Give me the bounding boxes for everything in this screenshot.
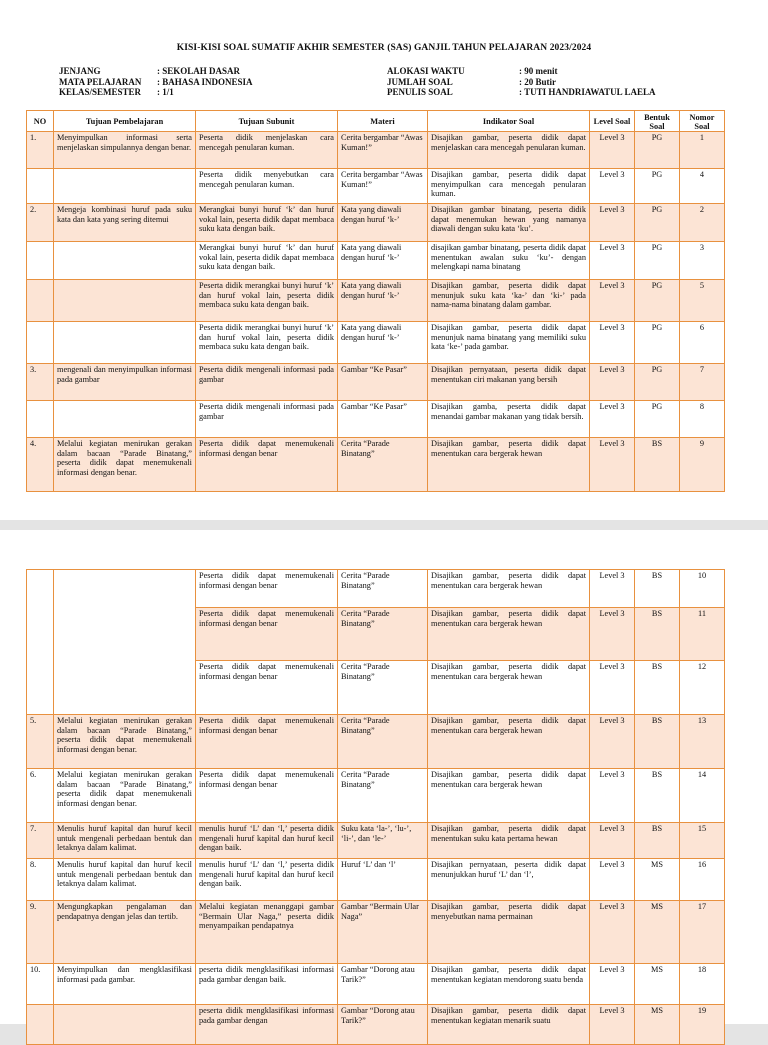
cell-bentuk-soal: BS [635,661,680,715]
cell-bentuk-soal: PG [635,322,680,364]
cell-no: 2. [27,204,54,242]
cell-bentuk-soal: PG [635,401,680,438]
page-1 [0,0,768,520]
cell-materi: Kata yang diawali dengan huruf ‘k-’ [338,280,428,322]
cell-tujuan-subunit: Merangkai bunyi huruf ‘k’ dan huruf vokal lain, peserta didik dapat membaca suku kata dengan baik. [196,242,338,280]
table-row [27,901,725,964]
info-label: KELAS/SEMESTER [59,87,142,97]
cell-tujuan-subunit: peserta didik mengklasifikasi informasi pada gambar dengan [196,1005,338,1045]
info-label: MATA PELAJARAN [59,76,142,87]
table-row [27,364,725,401]
info-row [387,87,655,98]
cell-indikator-soal: disajikan gambar binatang, peserta didik dapat menentukan awalan suku ‘ku’- dengan melengkapi nama binatang [428,242,590,280]
cell-level-soal: Level 3 [590,280,635,322]
cell-bentuk-soal: BS [635,608,680,661]
cell-no: 3. [27,364,54,401]
cell-tujuan-subunit: Melalui kegiatan menanggapi gambar “Bermain Ular Naga,” peserta didik menyampaikan pendapatnya [196,901,338,964]
cell-bentuk-soal: MS [635,859,680,901]
cell-materi: Gambar “Ke Pasar” [338,364,428,401]
cell-nomor-soal: 15 [680,823,725,859]
cell-level-soal: Level 3 [590,364,635,401]
cell-level-soal: Level 3 [590,438,635,492]
cell-tujuan-pembelajaran: Menulis huruf kapital dan huruf kecil untuk mengenali perbedaan bentuk dan letaknya dalam kalimat. [54,823,196,859]
cell-indikator-soal: Disajikan gambar, peserta didik dapat menentukan cara bergerak hewan [428,715,590,769]
cell-tujuan-subunit: Peserta didik menyebutkan cara mencegah penularan kuman. [196,169,338,204]
cell-bentuk-soal: PG [635,132,680,169]
info-value: : 90 menit [519,66,558,76]
column-header: Indikator Soal [428,111,590,132]
cell-nomor-soal: 10 [680,570,725,608]
cell-nomor-soal: 4 [680,169,725,204]
column-header: Bentuk Soal [635,111,680,132]
cell-no: 6. [27,769,54,823]
cell-level-soal: Level 3 [590,204,635,242]
cell-materi: Kata yang diawali dengan huruf ‘k-’ [338,204,428,242]
cell-bentuk-soal: PG [635,242,680,280]
cell-no: 8. [27,859,54,901]
cell-tujuan-pembelajaran: Menyimpulkan informasi serta menjelaskan simpulannya dengan benar. [54,132,196,169]
cell-bentuk-soal: BS [635,715,680,769]
cell-nomor-soal: 16 [680,859,725,901]
info-value: : SEKOLAH DASAR [157,66,241,76]
table-row [27,322,725,364]
cell-nomor-soal: 14 [680,769,725,823]
cell-tujuan-subunit: Merangkai bunyi huruf ‘k’ dan huruf vokal lain, peserta didik dapat membaca suku kata dengan baik. [196,204,338,242]
cell-indikator-soal: Disajikan gamba, peserta didik dapat menandai gambar makanan yang tidak bersih. [428,401,590,438]
cell-nomor-soal: 17 [680,901,725,964]
cell-nomor-soal: 3 [680,242,725,280]
info-row [387,77,655,88]
cell-materi: Cerita “Parade Binatang” [338,769,428,823]
cell-nomor-soal: 5 [680,280,725,322]
cell-level-soal: Level 3 [590,242,635,280]
cell-tujuan-subunit: Peserta didik dapat menemukenali informasi dengan benar [196,715,338,769]
cell-indikator-soal: Disajikan gambar, peserta didik dapat menentukan cara bergerak hewan [428,769,590,823]
cell-indikator-soal: Disajikan gambar, peserta didik dapat menjelaskan cara mencegah penularan kuman. [428,132,590,169]
cell-materi: Cerita bergambar “Awas Kuman!” [338,169,428,204]
cell-no [27,570,54,608]
column-header: Materi [338,111,428,132]
column-header: NO [27,111,54,132]
info-value: : 1/1 [157,87,174,97]
table-row [27,132,725,169]
info-row [59,66,253,77]
cell-materi: Cerita “Parade Binatang” [338,661,428,715]
cell-level-soal: Level 3 [590,570,635,608]
info-label: JUMLAH SOAL [387,76,453,87]
cell-tujuan-subunit: menulis huruf ‘L’ dan ‘l,’ peserta didik mengenali huruf kapital dan huruf kecil dengan baik. [196,859,338,901]
cell-bentuk-soal: MS [635,1005,680,1045]
cell-indikator-soal: Disajikan gambar, peserta didik dapat menunjuk suku kata ‘ka-’ dan ‘ki-’ pada nama-nama binatang dalam gambar. [428,280,590,322]
cell-tujuan-subunit: Peserta didik mengenali informasi pada gambar [196,364,338,401]
cell-indikator-soal: Disajikan gambar, peserta didik dapat menentukan cara bergerak hewan [428,438,590,492]
cell-no [27,1005,54,1045]
cell-level-soal: Level 3 [590,715,635,769]
cell-level-soal: Level 3 [590,823,635,859]
cell-tujuan-pembelajaran: Melalui kegiatan menirukan gerakan dalam bacaan “Parade Binatang,” peserta didik dapat menemukenali informasi dengan benar. [54,769,196,823]
cell-indikator-soal: Disajikan pernyataan, peserta didik dapat menentukan ciri makanan yang bersih [428,364,590,401]
column-header: Tujuan Subunit [196,111,338,132]
cell-indikator-soal: Disajikan gambar binatang, peserta didik dapat menemukan hewan yang namanya diawali dengan suku kata ‘ku’. [428,204,590,242]
cell-no: 10. [27,964,54,1005]
cell-indikator-soal: Disajikan gambar, peserta didik dapat menentukan cara bergerak hewan [428,608,590,661]
cell-nomor-soal: 18 [680,964,725,1005]
kisi-kisi-table [26,110,725,492]
cell-materi: Gambar “Dorong atau Tarik?” [338,964,428,1005]
cell-materi: Gambar “Dorong atau Tarik?” [338,1005,428,1045]
cell-indikator-soal: Disajikan gambar, peserta didik dapat menunjuk nama binatang yang memiliki suku kata ‘ke-’ pada gambar. [428,322,590,364]
table-row [27,280,725,322]
cell-tujuan-subunit: Peserta didik dapat menemukenali informasi dengan benar [196,661,338,715]
cell-materi: Kata yang diawali dengan huruf ‘k-’ [338,242,428,280]
cell-materi: Cerita “Parade Binatang” [338,608,428,661]
cell-materi: Cerita bergambar “Awas Kuman!” [338,132,428,169]
cell-level-soal: Level 3 [590,132,635,169]
cell-tujuan-pembelajaran [54,242,196,280]
info-value: : TUTI HANDRIAWATUL LAELA [519,87,656,97]
cell-level-soal: Level 3 [590,169,635,204]
cell-indikator-soal: Disajikan gambar, peserta didik dapat menentukan cara bergerak hewan [428,570,590,608]
cell-level-soal: Level 3 [590,964,635,1005]
cell-tujuan-pembelajaran: Mengeja kombinasi huruf pada suku kata dan kata yang sering ditemui [54,204,196,242]
cell-bentuk-soal: MS [635,964,680,1005]
table-row [27,661,725,715]
table-header-row [27,111,725,132]
cell-materi: Cerita “Parade Binatang” [338,570,428,608]
cell-materi: Kata yang diawali dengan huruf ‘k-’ [338,322,428,364]
cell-tujuan-pembelajaran: Menyimpulkan dan mengklasifikasi informasi pada gambar. [54,964,196,1005]
cell-indikator-soal: Disajikan gambar, peserta didik dapat menyimpulkan cara mencegah penularan kuman. [428,169,590,204]
cell-tujuan-pembelajaran: Menulis huruf kapital dan huruf kecil untuk mengenali perbedaan bentuk dan letaknya dalam kalimat. [54,859,196,901]
cell-tujuan-subunit: Peserta didik mengenali informasi pada gambar [196,401,338,438]
cell-no: 1. [27,132,54,169]
cell-nomor-soal: 6 [680,322,725,364]
table-row [27,401,725,438]
cell-nomor-soal: 13 [680,715,725,769]
cell-no: 4. [27,438,54,492]
table-row [27,859,725,901]
cell-no [27,169,54,204]
cell-bentuk-soal: PG [635,169,680,204]
cell-tujuan-pembelajaran [54,608,196,661]
cell-no [27,322,54,364]
cell-level-soal: Level 3 [590,401,635,438]
info-label: JENJANG [59,66,101,76]
cell-level-soal: Level 3 [590,322,635,364]
cell-tujuan-subunit: menulis huruf ‘L’ dan ‘l,’ peserta didik mengenali huruf kapital dan huruf kecil dengan baik. [196,823,338,859]
cell-nomor-soal: 2 [680,204,725,242]
cell-tujuan-subunit: Peserta didik dapat menemukenali informasi dengan benar [196,769,338,823]
cell-indikator-soal: Disajikan gambar, peserta didik dapat menentukan suku kata pertama hewan [428,823,590,859]
cell-tujuan-subunit: Peserta didik merangkai bunyi huruf ‘k’ dan huruf vokal lain, peserta didik membaca suku kata dengan baik. [196,280,338,322]
cell-tujuan-pembelajaran [54,1005,196,1045]
cell-tujuan-pembelajaran: Melalui kegiatan menirukan gerakan dalam bacaan “Parade Binatang,” peserta didik dapat menemukenali informasi dengan benar. [54,715,196,769]
table-row [27,769,725,823]
cell-bentuk-soal: MS [635,901,680,964]
cell-tujuan-pembelajaran [54,169,196,204]
info-row [59,87,253,98]
cell-tujuan-subunit: peserta didik mengklasifikasi informasi pada gambar dengan baik. [196,964,338,1005]
cell-tujuan-subunit: Peserta didik dapat menemukenali informasi dengan benar [196,570,338,608]
cell-no [27,242,54,280]
column-header: Nomor Soal [680,111,725,132]
cell-no [27,608,54,661]
document-title: KISI-KISI SOAL SUMATIF AKHIR SEMESTER (SAS) GANJIL TAHUN PELAJARAN 2023/2024 [176,43,592,53]
cell-nomor-soal: 7 [680,364,725,401]
cell-level-soal: Level 3 [590,901,635,964]
cell-tujuan-pembelajaran: Mengungkapkan pengalaman dan pendapatnya dengan jelas dan tertib. [54,901,196,964]
table-row [27,570,725,608]
cell-nomor-soal: 9 [680,438,725,492]
cell-tujuan-subunit: Peserta didik menjelaskan cara mencegah penularan kuman. [196,132,338,169]
table-row [27,204,725,242]
info-value: : 20 Butir [519,76,556,87]
cell-tujuan-pembelajaran [54,401,196,438]
cell-indikator-soal: Disajikan gambar, peserta didik dapat menentukan cara bergerak hewan [428,661,590,715]
cell-bentuk-soal: BS [635,438,680,492]
cell-bentuk-soal: PG [635,280,680,322]
table-row [27,964,725,1005]
cell-materi: Suku kata ‘la-’, ‘lu-’, ‘li-’, dan ‘le-’ [338,823,428,859]
cell-nomor-soal: 19 [680,1005,725,1045]
cell-materi: Huruf ‘L’ dan ‘l’ [338,859,428,901]
cell-materi: Cerita “Parade Binatang” [338,438,428,492]
cell-nomor-soal: 8 [680,401,725,438]
table-row [27,1005,725,1045]
info-right [387,66,655,98]
cell-level-soal: Level 3 [590,661,635,715]
info-label: ALOKASI WAKTU [387,66,465,76]
cell-nomor-soal: 12 [680,661,725,715]
cell-level-soal: Level 3 [590,859,635,901]
cell-bentuk-soal: PG [635,204,680,242]
info-left [59,66,253,98]
cell-no: 7. [27,823,54,859]
cell-level-soal: Level 3 [590,608,635,661]
info-row [59,77,253,88]
info-value: : BAHASA INDONESIA [157,76,253,87]
cell-bentuk-soal: BS [635,823,680,859]
cell-tujuan-pembelajaran: mengenali dan menyimpulkan informasi pada gambar [54,364,196,401]
cell-no: 9. [27,901,54,964]
cell-bentuk-soal: BS [635,769,680,823]
page-2 [0,530,768,1024]
cell-indikator-soal: Disajikan gambar, peserta didik dapat menyebutkan nama permainan [428,901,590,964]
cell-tujuan-pembelajaran: Melalui kegiatan menirukan gerakan dalam bacaan “Parade Binatang,” peserta didik dapat menemukenali informasi dengan benar. [54,438,196,492]
cell-level-soal: Level 3 [590,1005,635,1045]
cell-materi: Gambar “Ke Pasar” [338,401,428,438]
cell-indikator-soal: Disajikan pernyataan, peserta didik dapat menunjukkan huruf ‘L’ dan ‘l’, [428,859,590,901]
cell-tujuan-pembelajaran [54,570,196,608]
info-label: PENULIS SOAL [387,87,453,97]
cell-materi: Gambar “Bermain Ular Naga” [338,901,428,964]
cell-indikator-soal: Disajikan gambar, peserta didik dapat menentukan kegiatan mendorong suatu benda [428,964,590,1005]
cell-level-soal: Level 3 [590,769,635,823]
cell-nomor-soal: 1 [680,132,725,169]
cell-tujuan-subunit: Peserta didik dapat menemukenali informasi dengan benar [196,438,338,492]
cell-indikator-soal: Disajikan gambar, peserta didik dapat menentukan kegiatan menarik suatu [428,1005,590,1045]
table-row [27,715,725,769]
cell-materi: Cerita “Parade Binatang” [338,715,428,769]
table-row [27,823,725,859]
table-row [27,438,725,492]
info-row [387,66,655,77]
cell-no [27,401,54,438]
table-row [27,169,725,204]
kisi-kisi-table-continued [26,569,725,1045]
column-header: Tujuan Pembelajaran [54,111,196,132]
cell-no [27,661,54,715]
cell-tujuan-pembelajaran [54,280,196,322]
cell-tujuan-subunit: Peserta didik merangkai bunyi huruf ‘k’ dan huruf vokal lain, peserta didik membaca suku kata dengan baik. [196,322,338,364]
cell-tujuan-pembelajaran [54,661,196,715]
cell-no [27,280,54,322]
cell-bentuk-soal: PG [635,364,680,401]
cell-tujuan-pembelajaran [54,322,196,364]
cell-bentuk-soal: BS [635,570,680,608]
cell-no: 5. [27,715,54,769]
cell-tujuan-subunit: Peserta didik dapat menemukenali informasi dengan benar [196,608,338,661]
table-row [27,608,725,661]
cell-nomor-soal: 11 [680,608,725,661]
table-row [27,242,725,280]
column-header: Level Soal [590,111,635,132]
